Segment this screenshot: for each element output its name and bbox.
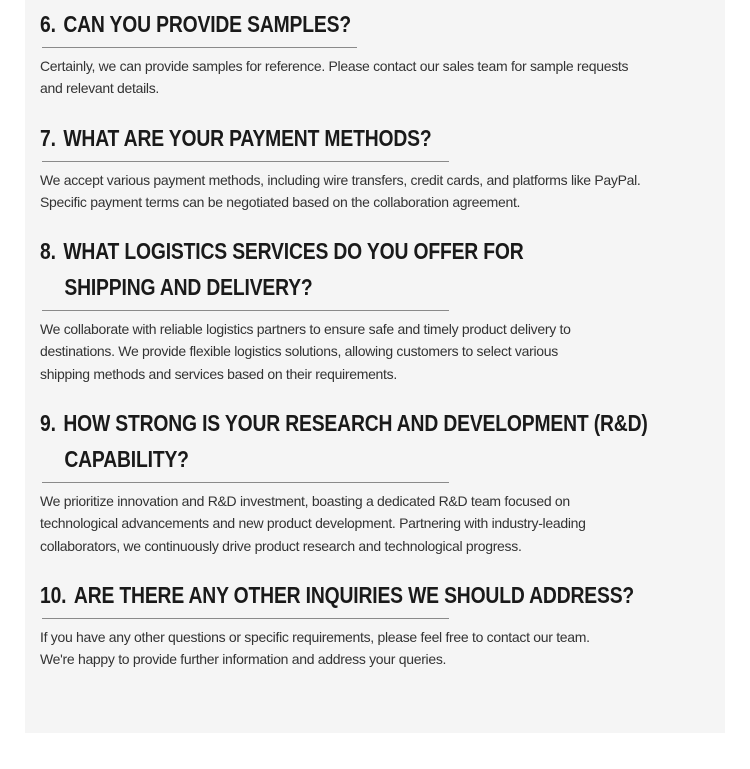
- question-text-line2: CAPABILITY?: [64, 446, 189, 473]
- answer-line: collaborators, we continuously drive product research and technological progress.: [40, 537, 522, 554]
- question-number: 9.: [40, 410, 56, 437]
- answer-line: We collaborate with reliable logistics partners to ensure safe and timely product delivery to: [40, 321, 571, 338]
- faq-question-7: [40, 120, 603, 156]
- answer-line: We're happy to provide further information and address your queries.: [40, 651, 447, 668]
- question-underline: [42, 47, 357, 48]
- question-text: ARE THERE ANY OTHER INQUIRIES WE SHOULD ADDRESS?: [73, 581, 635, 608]
- question-number: 7.: [40, 124, 56, 151]
- faq-answer-8: [40, 318, 710, 385]
- faq-answer-7: [40, 169, 710, 214]
- faq-panel: [25, 0, 725, 733]
- faq-answer-6: [40, 55, 710, 100]
- answer-line: shipping methods and services based on their requirements.: [40, 365, 397, 382]
- answer-line: If you have any other questions or specific requirements, please feel free to contact our team.: [40, 628, 590, 645]
- answer-line: technological advancements and new product development. Partnering with industry-leading: [40, 515, 586, 532]
- faq-item-7: [40, 120, 710, 214]
- question-underline: [42, 618, 449, 619]
- answer-line: destinations. We provide flexible logistics solutions, allowing customers to select various: [40, 343, 558, 360]
- faq-answer-9: [40, 490, 710, 557]
- faq-question-10: [40, 577, 635, 613]
- question-number: 10.: [40, 581, 67, 608]
- faq-item-9: [40, 405, 710, 557]
- faq-answer-10: [40, 626, 710, 671]
- faq-item-6: [40, 6, 710, 100]
- faq-question-8: [40, 233, 603, 305]
- answer-line: We prioritize innovation and R&D investment, boasting a dedicated R&D team focused on: [40, 493, 570, 510]
- question-text: WHAT LOGISTICS SERVICES DO YOU OFFER FOR: [63, 238, 524, 265]
- question-text: WHAT ARE YOUR PAYMENT METHODS?: [63, 124, 432, 151]
- question-text: CAN YOU PROVIDE SAMPLES?: [63, 11, 351, 37]
- answer-line: Specific payment terms can be negotiated based on the collaboration agreement.: [40, 193, 521, 210]
- question-underline: [42, 161, 449, 162]
- answer-line: We accept various payment methods, including wire transfers, credit cards, and platforms like PayPal.: [40, 171, 641, 188]
- question-underline: [42, 482, 449, 483]
- answer-line: Certainly, we can provide samples for reference. Please contact our sales team for sample requests: [40, 58, 629, 74]
- answer-line: and relevant details.: [40, 80, 160, 97]
- faq-question-6: [40, 6, 603, 42]
- question-number: 6.: [40, 11, 56, 37]
- question-text: HOW STRONG IS YOUR RESEARCH AND DEVELOPMENT (R&D): [63, 410, 648, 437]
- question-text-line2: SHIPPING AND DELIVERY?: [64, 274, 313, 301]
- faq-question-9: [40, 405, 648, 477]
- faq-item-8: [40, 233, 710, 385]
- question-number: 8.: [40, 238, 56, 265]
- faq-item-10: [40, 577, 710, 671]
- question-underline: [42, 310, 449, 311]
